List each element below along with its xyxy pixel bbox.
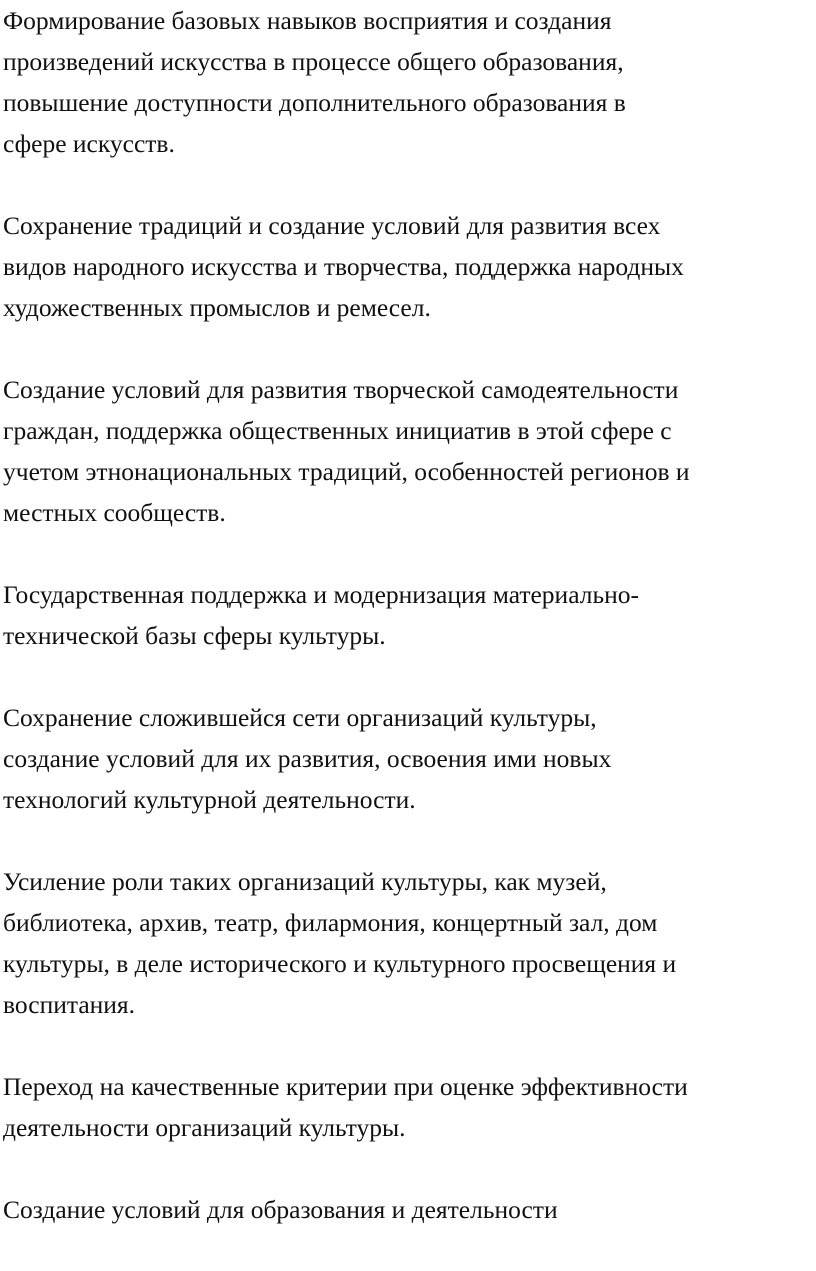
text-line: культуры, в деле исторического и культурного просвещения и <box>3 949 677 978</box>
text-line: Создание условий для развития творческой самодеятельности <box>3 375 679 404</box>
text-line: сфере искусств. <box>3 129 175 158</box>
text-line: Создание условий для образования и деятельности <box>3 1195 558 1224</box>
text-line: технологий культурной деятельности. <box>3 785 416 814</box>
paragraph-amateur-creativity <box>3 369 815 533</box>
text-line: видов народного искусства и творчества, поддержка народных <box>3 252 684 281</box>
text-line: художественных промыслов и ремесел. <box>3 293 431 322</box>
text-line: Переход на качественные критерии при оценке эффективности <box>3 1072 688 1101</box>
text-line: местных сообществ. <box>3 498 226 527</box>
text-line: библиотека, архив, театр, филармония, концертный зал, дом <box>3 908 658 937</box>
text-line: учетом этнонациональных традиций, особенностей регионов и <box>3 457 690 486</box>
paragraph-organizations-role <box>3 861 815 1025</box>
document-body <box>3 0 815 1271</box>
text-line: повышение доступности дополнительного образования в <box>3 88 626 117</box>
paragraph-folk-traditions <box>3 205 815 328</box>
text-line: создание условий для их развития, освоения ими новых <box>3 744 612 773</box>
text-line: воспитания. <box>3 990 136 1019</box>
text-line: произведений искусства в процессе общего образования, <box>3 47 624 76</box>
text-line: деятельности организаций культуры. <box>3 1113 406 1142</box>
paragraph-culture-network <box>3 697 815 820</box>
text-line: технической базы сферы культуры. <box>3 621 386 650</box>
paragraph-education-conditions <box>3 1189 815 1230</box>
paragraph-state-support <box>3 574 815 656</box>
text-line: Сохранение сложившейся сети организаций культуры, <box>3 703 597 732</box>
text-line: Усиление роли таких организаций культуры, как музей, <box>3 867 607 896</box>
text-line: Формирование базовых навыков восприятия и создания <box>3 6 612 35</box>
paragraph-efficiency-criteria <box>3 1066 815 1148</box>
paragraph-basic-art-skills <box>3 0 815 164</box>
text-line: Государственная поддержка и модернизация материально- <box>3 580 639 609</box>
text-line: Сохранение традиций и создание условий для развития всех <box>3 211 661 240</box>
text-line: граждан, поддержка общественных инициатив в этой сфере с <box>3 416 672 445</box>
